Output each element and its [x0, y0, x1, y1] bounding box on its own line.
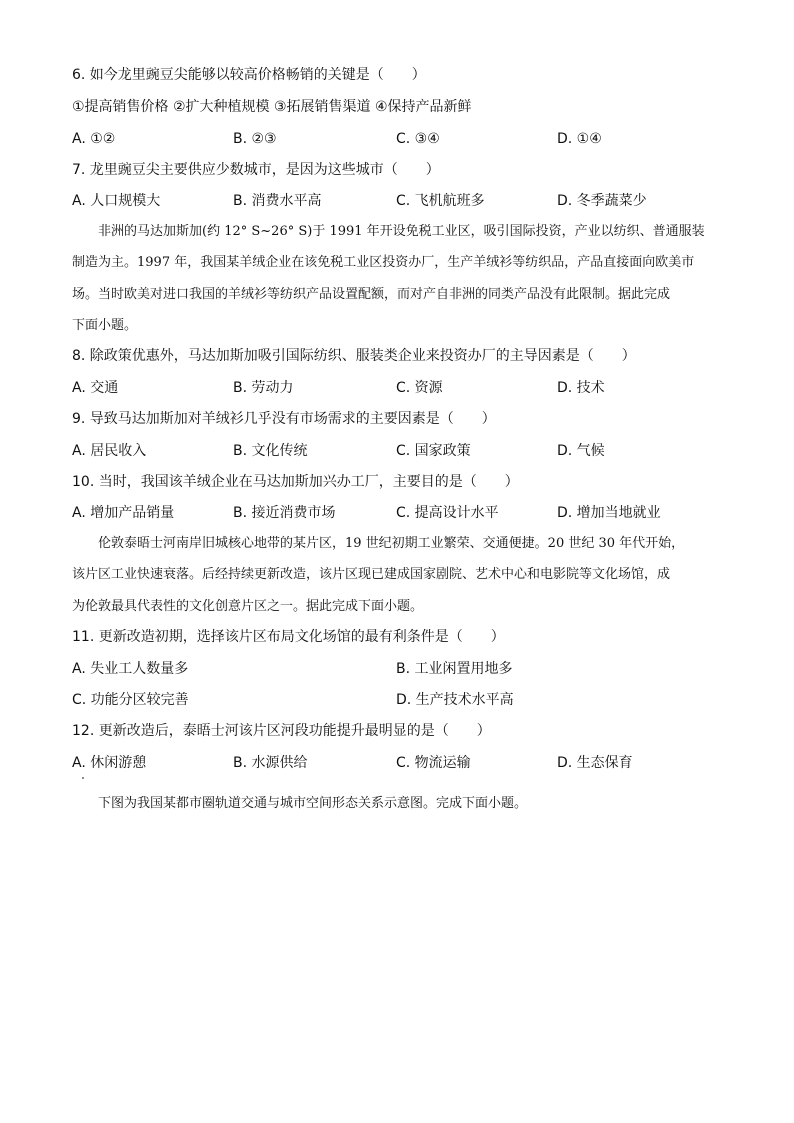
passage-metro: [72, 788, 726, 819]
passage-madagascar: [72, 216, 726, 341]
q6-option-d: D. ①④: [557, 131, 602, 147]
q12-option-b: B. 水源供给: [233, 755, 308, 771]
passage-line: 下图为我国某都市圈轨道交通与城市空间形态关系示意图。完成下面小题。: [98, 796, 528, 811]
q9-option-c: C. 国家政策: [396, 443, 471, 459]
passage-line: 伦敦泰晤士河南岸旧城核心地带的某片区，19 世纪初期工业繁荣、交通便捷。20 世纪 30 年代开始，: [98, 536, 685, 551]
q8-option-b: B. 劳动力: [233, 380, 294, 396]
q12-option-a: A. 休闲游憩: [72, 755, 147, 771]
passage-line: 制造为主。1997 年，我国某羊绒企业在该免税工业区投资办厂，生产羊绒衫等纺织品，产品直接面向欧美市: [72, 255, 695, 271]
stray-mark: [82, 777, 84, 779]
q12-option-d: D. 生态保育: [557, 755, 633, 771]
q6-option-c: C. ③④: [396, 131, 440, 147]
question-12-stem: 12. 更新改造后，泰晤士河该片区河段功能提升最明显的是（ ）: [72, 723, 491, 739]
question-7-stem: 7. 龙里豌豆尖主要供应少数城市，是因为这些城市（ ）: [72, 162, 440, 178]
q9-option-b: B. 文化传统: [233, 443, 308, 459]
passage-thames: [72, 528, 726, 622]
q12-option-c: C. 物流运输: [396, 755, 471, 771]
q6-option-b: B. ②③: [233, 131, 277, 147]
q10-option-c: C. 提高设计水平: [396, 505, 499, 521]
q8-option-a: A. 交通: [72, 380, 119, 396]
q7-option-b: B. 消费水平高: [233, 193, 322, 209]
passage-line: 场。当时欧美对进口我国的羊绒衫等纺织产品设置配额，而对产自非洲的同类产品没有此限制。据此完成: [72, 286, 671, 302]
q11-option-b: B. 工业闲置用地多: [396, 661, 513, 677]
q8-option-d: D. 技术: [557, 380, 605, 396]
q11-option-c: C. 功能分区较完善: [72, 692, 189, 708]
q11-option-d: D. 生产技术水平高: [396, 692, 514, 708]
question-10-stem: 10. 当时，我国该羊绒企业在马达加斯加兴办工厂，主要目的是（ ）: [72, 474, 519, 490]
question-8-stem: 8. 除政策优惠外，马达加斯加吸引国际纺织、服装类企业来投资办厂的主导因素是（ ）: [72, 348, 636, 364]
q8-option-c: C. 资源: [396, 380, 443, 396]
q10-option-b: B. 接近消费市场: [233, 505, 336, 521]
passage-line: 非洲的马达加斯加(约 12° S~26° S)于 1991 年开设免税工业区，吸引国际投资，产业以纺织、普通服装: [98, 224, 705, 239]
question-6-statements: ①提高销售价格 ②扩大种植规模 ③拓展销售渠道 ④保持产品新鲜: [72, 99, 472, 115]
passage-line: 为伦敦最具代表性的文化创意片区之一。据此完成下面小题。: [72, 598, 424, 614]
question-6-stem: 6. 如今龙里豌豆尖能够以较高价格畅销的关键是（ ）: [72, 67, 426, 83]
q11-option-a: A. 失业工人数量多: [72, 661, 189, 677]
q10-option-d: D. 增加当地就业: [557, 505, 661, 521]
question-9-stem: 9. 导致马达加斯加对羊绒衫几乎没有市场需求的主要因素是（ ）: [72, 411, 496, 427]
q7-option-c: C. 飞机航班多: [396, 193, 485, 209]
q9-option-d: D. 气候: [557, 443, 605, 459]
q10-option-a: A. 增加产品销量: [72, 505, 175, 521]
q7-option-a: A. 人口规模大: [72, 193, 161, 209]
passage-line: 该片区工业快速衰落。后经持续更新改造，该片区现已建成国家剧院、艺术中心和电影院等文化场馆，成: [72, 567, 671, 583]
q7-option-d: D. 冬季蔬菜少: [557, 193, 647, 209]
q6-option-a: A. ①②: [72, 131, 116, 147]
passage-line: 下面小题。: [72, 317, 138, 333]
q9-option-a: A. 居民收入: [72, 443, 147, 459]
question-11-stem: 11. 更新改造初期，选择该片区布局文化场馆的最有利条件是（ ）: [72, 629, 505, 645]
